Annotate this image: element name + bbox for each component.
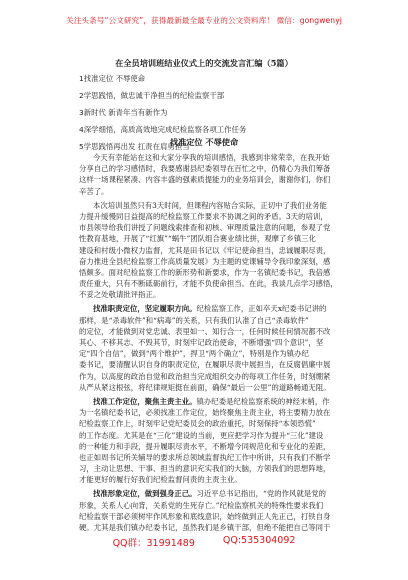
paragraph-line: 形象，关系人心向背，关系党的生死存亡。”纪检监察机关的特殊性要求我们 <box>79 500 324 510</box>
paragraph <box>79 396 371 486</box>
paragraph-line: 硬。尤其是我们镇办纪委书记，虽然我们是乡镇干部，但绝不能把自己等同于 <box>79 523 331 532</box>
paragraph-line: 的一种能力和手段，提升履职尽责水平，不断增今同规范化和专业化的差距， <box>79 441 331 451</box>
paragraph-line: 今天有幸能站在这和大家分享我的培训感悟，我感到非常荣幸，在我开始 <box>93 153 330 162</box>
document-title: 在全员培训班结业仪式上的交流发言汇编（5篇） <box>115 58 293 68</box>
paragraph-line: 作为，以高度的政治自觉和政治担当完成组织交办的每项工作任务，时刻绷紧 <box>79 371 331 381</box>
paragraph-line: 纪检监察工作上，时刻牢记党纪委员会的政治重托，时刻保持“本领恐慌” <box>79 419 316 429</box>
paragraph-line: 分享自己的学习感悟时，我要感谢县纪委领导在百忙之中，仍精心为我们筹备 <box>79 164 331 174</box>
paragraph-line: 力提升缓慢同日益提高的纪检监察工作要求不协调之间的矛盾。3天的培训， <box>79 211 328 221</box>
paragraph <box>79 303 371 393</box>
footer-qq-group: QQ群：31991489 <box>112 538 195 549</box>
toc-item: 1找准定位 不辱使命 <box>79 74 146 83</box>
paragraph <box>79 200 371 301</box>
paragraph-line: 习，主动让思想、干事、担当的意识充实我们的大脑，方领我们的思想阵地， <box>79 464 331 474</box>
paragraph-line: 奋力推进全县纪检监察工作高质量发展》为主题的党课辅导令我印象深刻，感 <box>79 256 331 266</box>
paragraph-line: 找准职责定位，坚定履职方向。纪检监察工作，正如卒天x纪委书记讲的 <box>93 304 327 314</box>
paragraph-line: 市县领导给我们讲授了问题线索排查和初核、审理质量注意的问题，参观了党 <box>79 223 331 233</box>
toc-item: 4深学细悟，高质高效地完成纪检监察各项工作任务 <box>79 125 247 134</box>
paragraph-line: 找准形象定位，做到强身正己。习近平总书记指出，“党的作风就是党的 <box>93 489 327 499</box>
paragraph-line: 辛苦了。 <box>79 186 109 196</box>
paragraph-line: 性教育基地，开展了“红旗”“蜗牛”团队组合赛业绩比拼，观摩了乡镇三化 <box>79 234 317 244</box>
paragraph-line: 其心、不移其志、不毁其节，时刻牢记政治使命，不断增强“四个意识”，坚 <box>79 338 324 347</box>
paragraph-line: 悟颇多。面对纪检监察工作的新形势和新要求，作为一名镇纪委书记，我倍感 <box>79 267 331 277</box>
paragraph-line: 也正如周书记所关辅导的要求所总领域监督执纪工作中所讲，只有我们不断学 <box>79 452 331 462</box>
footer <box>0 535 408 549</box>
toc-item: 2学思践悟，做忠诚干净担当的纪检监察干部 <box>79 91 225 100</box>
section-title: 找准定位 不辱使命 <box>169 137 239 147</box>
paragraph-line: 定“四个自信”，做到“两个维护”，捍卫“两个确立”，特别是作为镇办纪 <box>79 349 309 359</box>
paragraph-line: 这样一场课程紧凑、内容丰盛的强素质提能力的业务培训会，谢谢你们，你们 <box>79 175 331 185</box>
paragraph-line: 的工作态度。尤其是在“三化”建设的当前，更应把学习作为提升“三化”建设 <box>79 430 324 440</box>
paragraph <box>79 152 371 197</box>
paragraph-line: 才能更好的履行好我们纪检监督问责的主责主业。 <box>79 475 242 485</box>
promo-banner <box>0 0 408 40</box>
paragraph-line: 那样，是“杀毒软件”和“病毒”的关系，只有我们认准了自己“杀毒软件” <box>79 315 309 325</box>
toc-item: 5学思践悟再出发 扛责在肩勇担当 <box>79 142 190 151</box>
paragraph <box>79 488 371 533</box>
paragraph-line: 纪检监察干部必须树牢作风形象和底线意识，始终做到正人先正己，打铁自身 <box>79 511 331 521</box>
document-body <box>79 152 371 536</box>
paragraph-line: 为一名镇纪委书记，必须找准工作定位，始终聚焦主责主业，将主要精力放在 <box>79 408 331 418</box>
toc-item: 3新时代 新青年当有新作为 <box>79 108 168 117</box>
paragraph-line: 不妥之处敬请批评指正。 <box>79 290 161 300</box>
paragraph-line: 的定位，才能做到对党忠诚、表里如一、知行合一，任何时候任何情况都不改 <box>79 326 331 336</box>
paragraph-line: 从严从紧这根弦，将纪律规矩挺在前面，确保“最后一公里”的道路畅通无阻。 <box>79 382 331 392</box>
paragraph-line: 本次培训虽然只有3天时间，但课程内容贴合实际，正切中了我们业务能 <box>93 200 327 210</box>
paragraph-line: 建设和村级小微权力监督，尤其是田书记以《牢记使命担当，忠诚履职尽责， <box>79 245 331 255</box>
footer-qq-number: QQ:535304092 <box>222 535 296 546</box>
paragraph-line: 委书记，要清醒认识自身的职责定位，在履职尽责中展担当，在反腐倡廉中展 <box>79 360 331 370</box>
promo-banner-text: 关注头条号“公文研究”，获得最新最全最专业的公文资料库！ 微信：gongwenyj <box>66 15 342 25</box>
paragraph-line: 责任重大，只有不断砥砺前行，才能不负使命担当。在此，我谈几点学习感悟， <box>79 279 338 289</box>
paragraph-line: 找准工作定位，聚焦主责主业。镇办纪委是纪检监察系统的神经末梢，作 <box>93 396 330 406</box>
